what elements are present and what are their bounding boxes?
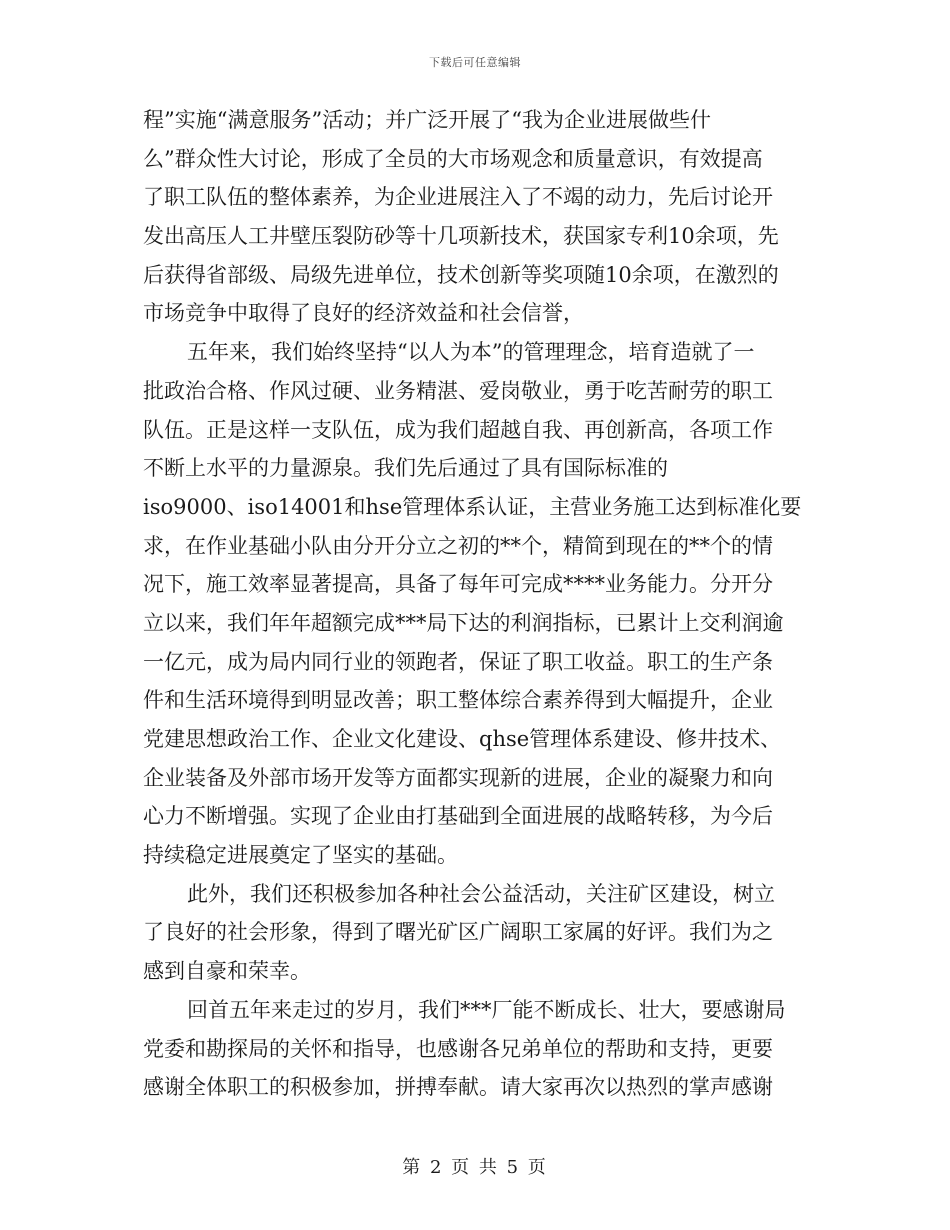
document-body [143, 101, 805, 1107]
text-line: 市场竞争中取得了良好的经济效益和社会信誉， [143, 301, 584, 326]
text-line: 程”实施“满意服务”活动；并广泛开展了“我为企业进展做些什 [143, 108, 711, 132]
text-line: iso9000、iso14001和hse管理体系认证，主营业务施工达到标准化要 [143, 494, 802, 519]
paragraph-first-line: 此外，我们还积极参加各种社会公益活动，关注矿区建设，树立 [187, 881, 775, 906]
text-line: 了良好的社会形象，得到了曙光矿区广阔职工家属的好评。我们为之 [143, 920, 773, 945]
text-line: 党委和勘探局的关怀和指导，也感谢各兄弟单位的帮助和支持，更要 [143, 1036, 773, 1061]
text-line: 队伍。正是这样一支队伍，成为我们超越自我、再创新高，各项工作 [143, 417, 773, 442]
page-number-footer: 第 2 页 共 5 页 [402, 1157, 548, 1178]
text-line: 立以来，我们年年超额完成***局下达的利润指标，已累计上交利润逾 [143, 610, 784, 635]
text-line: 党建思想政治工作、企业文化建设、qhse管理体系建设、修井技术、 [143, 727, 782, 751]
text-line: 感谢全体职工的积极参加，拼搏奉献。请大家再次以热烈的掌声感谢 [143, 1075, 773, 1100]
paragraph-first-line: 回首五年来走过的岁月，我们***厂能不断成长、壮大，要感谢局 [187, 997, 786, 1022]
text-line: 感到自豪和荣幸。 [143, 959, 311, 984]
text-line: 企业装备及外部市场开发等方面都实现新的进展，企业的凝聚力和向 [143, 765, 773, 790]
paragraph-first-line: 五年来，我们始终坚持“以人为本”的管理理念，培育造就了一 [187, 340, 755, 365]
text-line: 况下，施工效率显著提高，具备了每年可完成****业务能力。分开分 [143, 572, 773, 597]
text-line: 一亿元，成为局内同行业的领跑者，保证了职工收益。职工的生产条 [143, 649, 773, 674]
text-line: 不断上水平的力量源泉。我们先后通过了具有国际标准的 [143, 456, 668, 481]
text-line: 批政治合格、作风过硬、业务精湛、爱岗敬业，勇于吃苦耐劳的职工 [143, 378, 773, 403]
text-line: 后获得省部级、局级先进单位，技术创新等奖项随10余项，在激烈的 [143, 262, 779, 287]
text-line: 发出高压人工井壁压裂防砂等十几项新技术，获国家专利10余项，先 [143, 224, 779, 249]
text-line: 持续稳定进展奠定了坚实的基础。 [143, 843, 458, 868]
page-header: 下载后可任意编辑 [429, 56, 521, 69]
text-line: 件和生活环境得到明显改善；职工整体综合素养得到大幅提升，企业 [143, 688, 773, 713]
text-line: 了职工队伍的整体素养，为企业进展注入了不竭的动力，先后讨论开 [143, 185, 773, 210]
text-line: 么”群众性大讨论，形成了全员的大市场观念和质量意识，有效提高 [143, 146, 763, 171]
text-line: 求，在作业基础小队由分开分立之初的**个，精简到现在的**个的情 [143, 533, 773, 558]
text-line: 心力不断增强。实现了企业由打基础到全面进展的战略转移，为今后 [143, 804, 773, 829]
